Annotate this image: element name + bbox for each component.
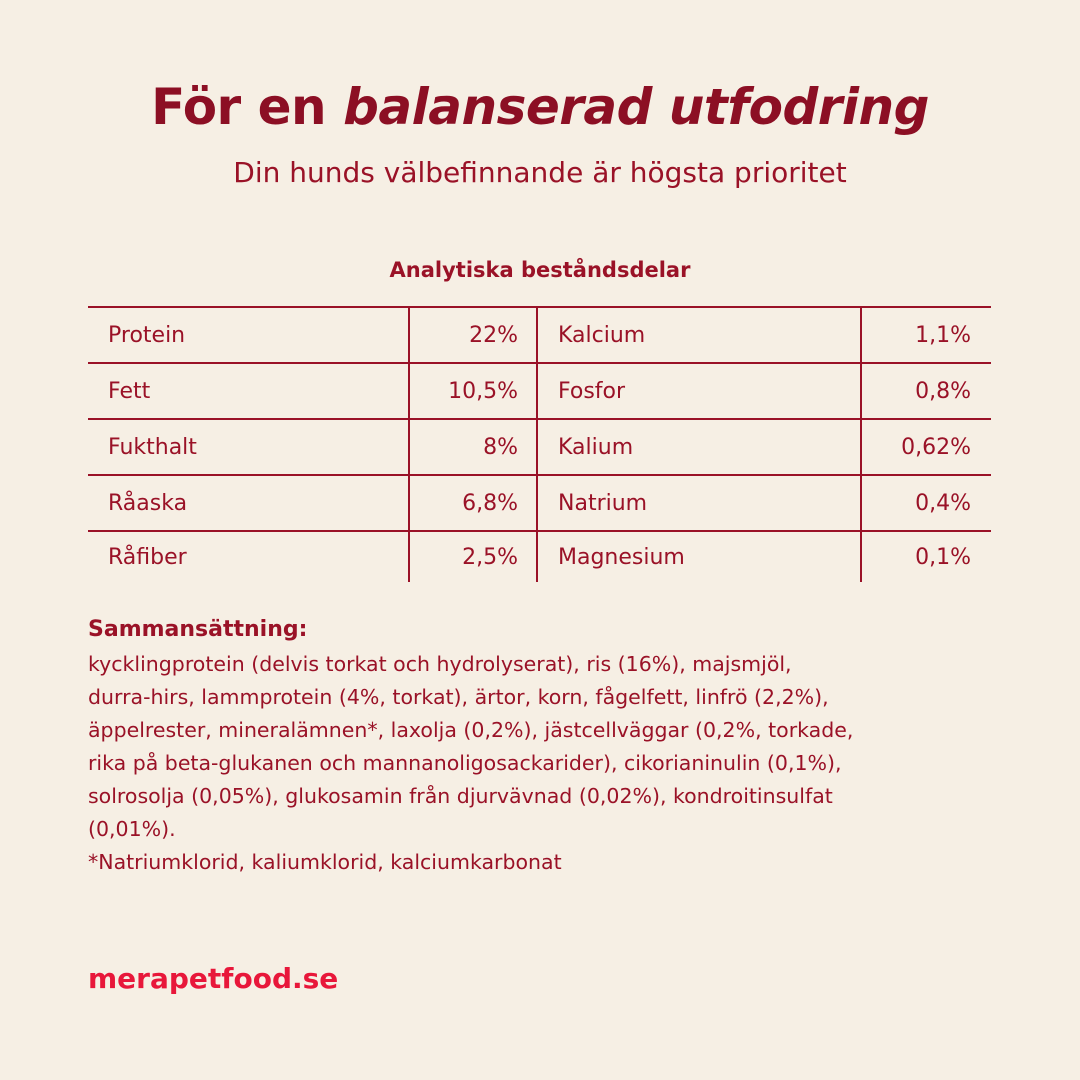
page-subtitle: Din hunds välbefinnande är högsta prioritet bbox=[233, 156, 847, 189]
table-cell-value: 8% bbox=[410, 420, 538, 474]
page-title bbox=[0, 78, 1080, 136]
table-cell-value: 0,8% bbox=[915, 378, 971, 404]
website-link[interactable]: merapetfood.se bbox=[88, 962, 339, 995]
table-cell-name: Fosfor bbox=[538, 364, 862, 418]
table-cell-value: 22% bbox=[410, 308, 538, 362]
analysis-heading: Analytiska beståndsdelar bbox=[389, 258, 691, 282]
table-cell-name: Natrium bbox=[538, 476, 862, 530]
table-cell-name: Protein bbox=[88, 308, 410, 362]
title-plain: För en bbox=[151, 78, 327, 136]
analysis-table bbox=[88, 306, 991, 582]
table-row bbox=[88, 532, 991, 582]
table-row bbox=[88, 364, 991, 420]
table-row bbox=[88, 308, 991, 364]
table-cell-value: 0,62% bbox=[901, 434, 971, 460]
table-cell-value: 0,4% bbox=[915, 490, 971, 516]
composition-heading: Sammansättning: bbox=[88, 617, 308, 642]
title-italic: balanserad utfodring bbox=[343, 78, 929, 136]
table-cell-name: Kalium bbox=[538, 420, 862, 474]
composition-line: durra-hirs, lammprotein (4%, torkat), ärtor, korn, fågelfett, linfrö (2,2%), bbox=[88, 685, 829, 709]
composition-footnote: *Natriumklorid, kaliumklorid, kalciumkarbonat bbox=[88, 850, 562, 874]
table-cell-value: 1,1% bbox=[915, 322, 971, 348]
table-cell-name: Råfiber bbox=[88, 532, 410, 582]
composition-line: äppelrester, mineralämnen*, laxolja (0,2%), jästcellväggar (0,2%, torkade, bbox=[88, 718, 854, 742]
table-cell-name: Kalcium bbox=[538, 308, 862, 362]
table-cell-value: 10,5% bbox=[410, 364, 538, 418]
table-cell-name: Råaska bbox=[88, 476, 410, 530]
table-cell-name: Magnesium bbox=[538, 532, 862, 582]
table-row bbox=[88, 476, 991, 532]
composition-line: kycklingprotein (delvis torkat och hydrolyserat), ris (16%), majsmjöl, bbox=[88, 652, 792, 676]
table-cell-name: Fett bbox=[88, 364, 410, 418]
table-cell-value: 6,8% bbox=[410, 476, 538, 530]
table-cell-value: 2,5% bbox=[410, 532, 538, 582]
table-cell-name: Fukthalt bbox=[88, 420, 410, 474]
composition-line: rika på beta-glukanen och mannanoligosackarider), cikorianinulin (0,1%), bbox=[88, 751, 842, 775]
composition-line: (0,01%). bbox=[88, 817, 176, 841]
composition-line: solrosolja (0,05%), glukosamin från djurvävnad (0,02%), kondroitinsulfat bbox=[88, 784, 833, 808]
composition-text bbox=[88, 648, 1008, 879]
table-row bbox=[88, 420, 991, 476]
table-cell-value: 0,1% bbox=[915, 544, 971, 570]
